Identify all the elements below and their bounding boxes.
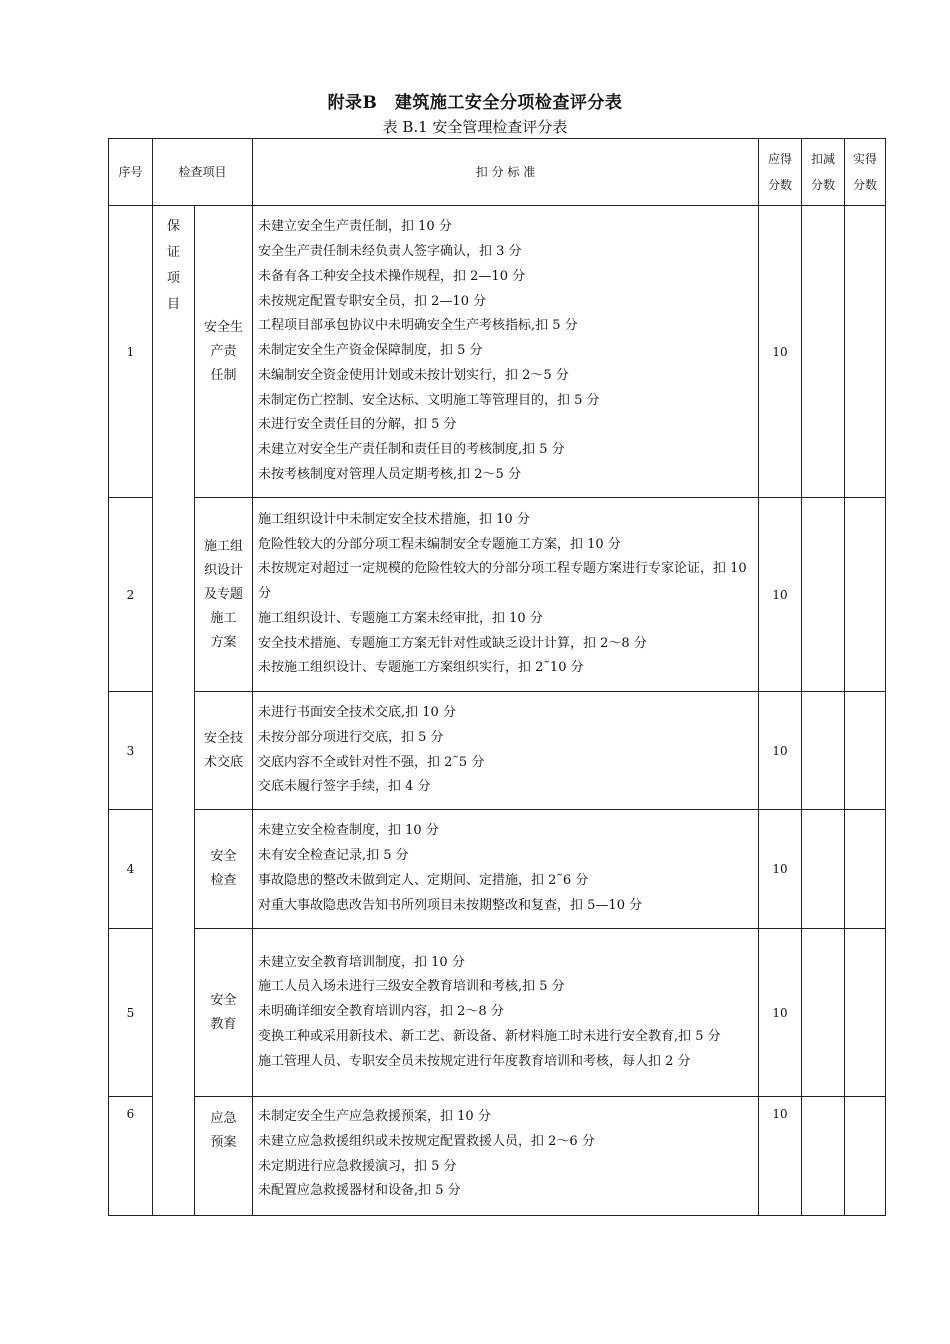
due-score: 10 (759, 498, 802, 692)
header-actual-score (845, 139, 886, 206)
actual-score-cell[interactable] (845, 692, 886, 810)
category-cell-continued (153, 810, 195, 929)
criteria-cell (253, 1097, 759, 1216)
due-score: 10 (759, 692, 802, 810)
row-no: 3 (109, 692, 153, 810)
criteria-line: 未按施工组织设计、专题施工方案组织实行，扣 2˜10 分 (258, 660, 584, 676)
criteria-cell (253, 206, 759, 498)
check-item-line: 预案 (210, 1135, 237, 1150)
category-char: 保 (166, 219, 180, 234)
check-item-line: 应急 (210, 1111, 237, 1126)
criteria-line: 未明确详细安全教育培训内容，扣 2～8 分 (258, 1004, 504, 1020)
criteria-line: 未定期进行应急救援演习，扣 5 分 (258, 1158, 457, 1174)
table-row (109, 692, 886, 810)
inspection-score-table (108, 138, 886, 1216)
check-item-line: 教育 (210, 1016, 237, 1032)
criteria-line: 未建立应急救援组织或未按规定配置救援人员，扣 2～6 分 (258, 1133, 595, 1149)
criteria-line: 未编制安全资金使用计划或未按计划实行，扣 2～5 分 (258, 367, 569, 383)
header-criteria: 扣 分 标 准 (253, 139, 759, 206)
check-item-line: 施工 (210, 610, 237, 626)
actual-score-cell[interactable] (845, 498, 886, 692)
due-score: 10 (759, 206, 802, 498)
criteria-line: 危险性较大的分部分项工程未编制安全专题施工方案，扣 10 分 (258, 536, 621, 552)
header-row (109, 139, 886, 206)
criteria-line: 施工人员入场未进行三级安全教育培训和考核,扣 5 分 (258, 979, 565, 995)
check-item-line: 安全 (210, 992, 237, 1008)
criteria-line: 对重大事故隐患改告知书所列项目未按期整改和复查，扣 5—10 分 (258, 897, 643, 913)
deduct-score-cell[interactable] (802, 692, 845, 810)
category-cell (153, 206, 195, 498)
table-caption: 表 B.1 安全管理检查评分表 (382, 118, 568, 136)
criteria-line: 未建立安全生产责任制，扣 10 分 (258, 219, 452, 235)
row-no: 1 (109, 206, 153, 498)
criteria-cell (253, 692, 759, 810)
check-item (195, 929, 253, 1097)
header-deduct-score (802, 139, 845, 206)
check-item-line: 安全技 (204, 730, 244, 746)
check-item-line: 检查 (210, 873, 237, 888)
criteria-line: 未建立安全教育培训制度，扣 10 分 (258, 954, 465, 970)
check-item-line: 织设计 (204, 562, 244, 578)
category-char: 证 (166, 245, 180, 260)
check-item-line: 术交底 (204, 754, 244, 770)
criteria-line: 事故隐患的整改未做到定人、定期间、定措施，扣 2˜6 分 (258, 873, 589, 888)
row-no: 4 (109, 810, 153, 929)
criteria-line: 未配置应急救援器材和设备,扣 5 分 (258, 1183, 461, 1199)
deduct-score-cell[interactable] (802, 929, 845, 1097)
page-title: 附录B 建筑施工安全分项检查评分表 (327, 93, 623, 113)
due-score: 10 (759, 929, 802, 1097)
check-item (195, 810, 253, 929)
check-item-line: 施工组 (204, 538, 244, 554)
criteria-line: 施工组织设计中未制定安全技术措施，扣 10 分 (258, 511, 530, 527)
criteria-line: 工程项目部承包协议中未明确安全生产考核指标,扣 5 分 (258, 318, 578, 334)
criteria-line: 交底内容不全或针对性不强，扣 2˜5 分 (258, 754, 485, 770)
header-actual-score-line2: 分数 (853, 178, 878, 192)
deduct-score-cell[interactable] (802, 1097, 845, 1216)
criteria-line: 未进行书面安全技术交底,扣 10 分 (258, 704, 456, 720)
row-no: 6 (109, 1097, 153, 1216)
criteria-line: 施工管理人员、专职安全员未按规定进行年度教育培训和考核，每人扣 2 分 (258, 1053, 691, 1069)
criteria-line: 未制定安全生产应急救援预案，扣 10 分 (258, 1109, 491, 1124)
category-cell-continued (153, 929, 195, 1097)
header-due-score-line2: 分数 (768, 178, 793, 192)
header-check-item: 检查项目 (153, 139, 253, 206)
row-no: 2 (109, 498, 153, 692)
actual-score-cell[interactable] (845, 810, 886, 929)
criteria-line: 未制定安全生产资金保障制度，扣 5 分 (258, 343, 483, 359)
header-due-score-line1: 应得 (768, 152, 793, 166)
deduct-score-cell[interactable] (802, 498, 845, 692)
check-item (195, 692, 253, 810)
category-cell-continued (153, 498, 195, 692)
criteria-line: 未按规定配置专职安全员，扣 2—10 分 (258, 293, 487, 309)
criteria-line: 未建立安全检查制度，扣 10 分 (258, 823, 439, 839)
table-row (109, 810, 886, 929)
header-deduct-score-line1: 扣减 (811, 152, 836, 166)
criteria-line: 未备有各工种安全技术操作规程，扣 2—10 分 (258, 268, 526, 284)
actual-score-cell[interactable] (845, 206, 886, 498)
header-no: 序号 (109, 139, 153, 206)
deduct-score-cell[interactable] (802, 810, 845, 929)
header-deduct-score-line2: 分数 (811, 178, 836, 192)
criteria-line: 未建立对安全生产责任制和责任目的考核制度,扣 5 分 (258, 442, 565, 458)
table-row (109, 1097, 886, 1216)
due-score: 10 (759, 810, 802, 929)
actual-score-cell[interactable] (845, 1097, 886, 1216)
header-actual-score-line1: 实得 (853, 152, 878, 166)
table-row (109, 929, 886, 1097)
category-char: 目 (166, 297, 180, 312)
criteria-line: 未按分部分项进行交底，扣 5 分 (258, 729, 444, 745)
criteria-cell (253, 929, 759, 1097)
criteria-line: 施工组织设计、专题施工方案未经审批，扣 10 分 (258, 610, 543, 626)
criteria-cell (253, 810, 759, 929)
actual-score-cell[interactable] (845, 929, 886, 1097)
category-cell-continued (153, 1097, 195, 1216)
criteria-cell (253, 498, 759, 692)
check-item-line: 安全 (210, 849, 237, 864)
deduct-score-cell[interactable] (802, 206, 845, 498)
category-char: 项 (166, 271, 180, 286)
header-due-score (759, 139, 802, 206)
row-no: 5 (109, 929, 153, 1097)
criteria-line: 交底未履行签字手续，扣 4 分 (258, 779, 431, 795)
check-item-line: 方案 (210, 634, 237, 650)
criteria-line: 安全生产责任制未经负责人签字确认，扣 3 分 (258, 243, 522, 259)
check-item-line: 产责 (210, 343, 237, 359)
check-item (195, 498, 253, 692)
category-cell-continued (153, 692, 195, 810)
criteria-line: 变换工种或采用新技术、新工艺、新设备、新材料施工时未进行安全教育,扣 5 分 (258, 1028, 721, 1044)
check-item (195, 206, 253, 498)
criteria-line: 安全技术措施、专题施工方案无针对性或缺乏设计计算，扣 2～8 分 (258, 635, 647, 651)
table-row (109, 206, 886, 498)
due-score: 10 (759, 1097, 802, 1216)
table-row (109, 498, 886, 692)
check-item-line: 任制 (210, 367, 237, 383)
check-item-line: 及专题 (204, 586, 244, 602)
criteria-line: 未制定伤亡控制、安全达标、文明施工等管理目的，扣 5 分 (258, 392, 600, 408)
criteria-line: 未进行安全责任目的分解，扣 5 分 (258, 417, 457, 433)
check-item (195, 1097, 253, 1216)
criteria-line: 未按考核制度对管理人员定期考核,扣 2～5 分 (258, 467, 521, 483)
check-item-line: 安全生 (204, 319, 244, 335)
criteria-line: 未有安全检查记录,扣 5 分 (258, 848, 409, 864)
criteria-line: 未按规定对超过一定规模的危险性较大的分部分项工程专题方案进行专家论证，扣 10 分 (258, 561, 747, 602)
